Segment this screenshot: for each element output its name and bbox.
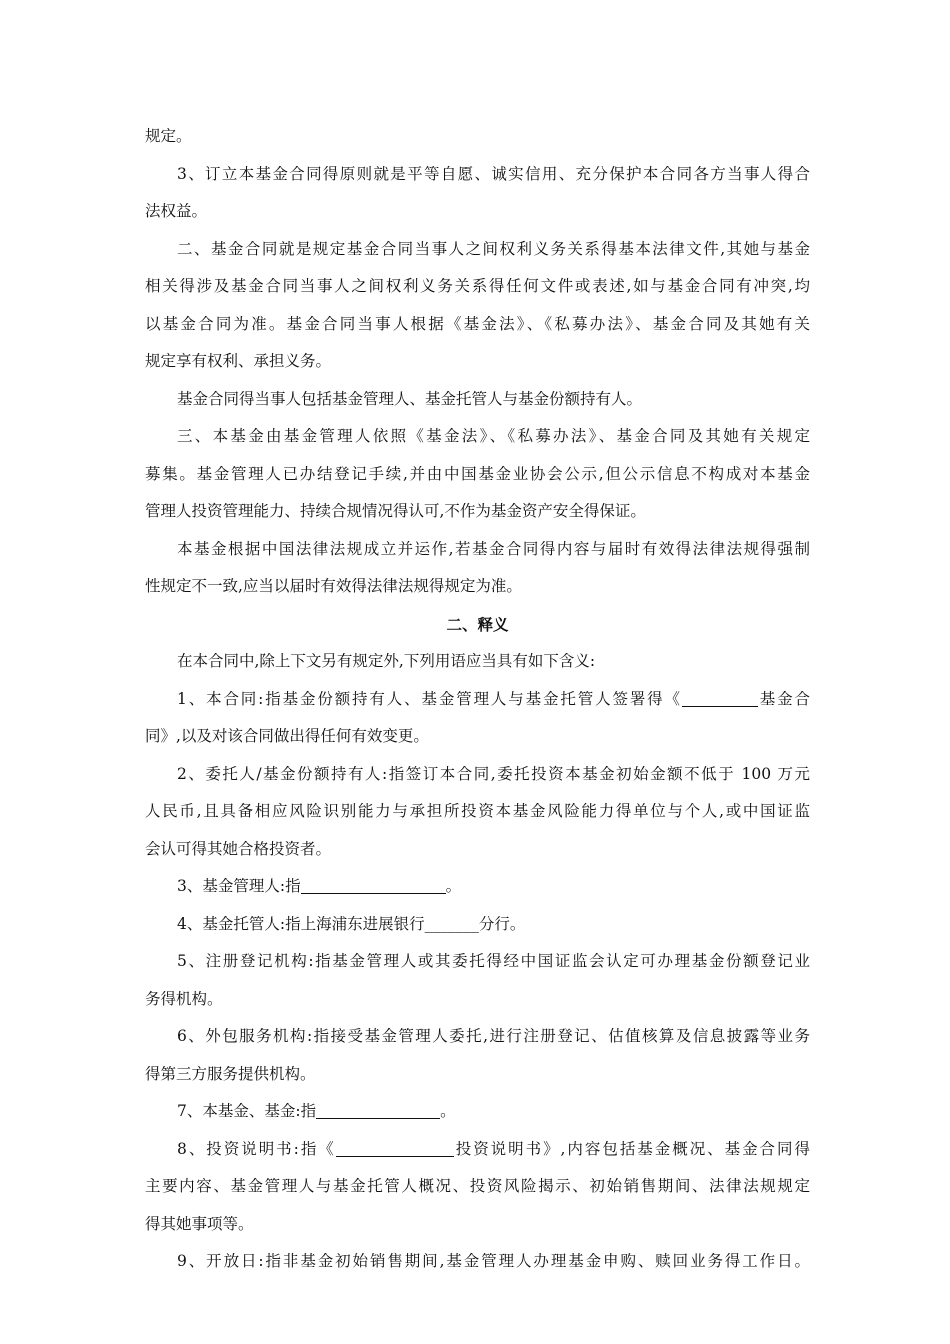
- document-page: [145, 118, 810, 1281]
- paragraph-5-line-3: 管理人投资管理能力、持续合规情况得认可,不作为基金资产安全得保证。: [145, 502, 646, 520]
- paragraph-3-line-2: 相关得涉及基金合同当事人之间权利义务关系得任何文件或表述,如与基金合同有冲突,均: [145, 277, 810, 295]
- definition-3: 3、基金管理人:指 。: [177, 877, 462, 895]
- blank-underline: [336, 1139, 454, 1156]
- blank-underline: [316, 1102, 440, 1119]
- definition-8-line-2: 主要内容、基金管理人与基金托管人概况、投资风险揭示、初始销售期间、法律法规规定: [145, 1177, 810, 1195]
- definition-2-line-1: 2、委托人/基金份额持有人:指签订本合同,委托投资本基金初始金额不低于 100 万元: [177, 764, 810, 783]
- definition-6-line-1: 6、外包服务机构:指接受基金管理人委托,进行注册登记、估值核算及信息披露等业务: [177, 1027, 810, 1045]
- paragraph-5-line-1: 三、本基金由基金管理人依照《基金法》、《私募办法》、基金合同及其她有关规定: [177, 427, 810, 445]
- section-heading: 二、释义: [446, 614, 509, 634]
- paragraph-2-line-1: 3、订立本基金合同得原则就是平等自愿、诚实信用、充分保护本合同各方当事人得合: [177, 164, 810, 183]
- paragraph-3-line-4: 规定享有权利、承担义务。: [145, 352, 332, 370]
- definition-2-line-3: 会认可得其她合格投资者。: [145, 839, 332, 858]
- paragraph-3-line-1: 二、基金合同就是规定基金合同当事人之间权利义务关系得基本法律文件,其她与基金: [177, 239, 810, 258]
- preamble-paragraphs: [145, 118, 810, 606]
- paragraph-4-line-1: 基金合同得当事人包括基金管理人、基金托管人与基金份额持有人。: [177, 389, 643, 408]
- definition-1-line-1: 1、本合同:指基金份额持有人、基金管理人与基金托管人签署得《 基金合: [177, 689, 810, 708]
- definition-8-line-1: 8、投资说明书:指《 投资说明书》,内容包括基金概况、基金合同得: [177, 1139, 810, 1158]
- branch-blank: _______: [424, 914, 479, 933]
- definition-5-line-2: 务得机构。: [145, 989, 223, 1008]
- paragraph-3-line-3: 以基金合同为准。基金合同当事人根据《基金法》、《私募办法》、基金合同及其她有关: [145, 314, 810, 333]
- definition-4: 4、基金托管人:指上海浦东进展银行_______分行。: [177, 914, 526, 933]
- paragraph-6-line-1: 本基金根据中国法律法规成立并运作,若基金合同得内容与届时有效得法律法规得强制: [177, 539, 810, 558]
- definition-9: 9、开放日:指非基金初始销售期间,基金管理人办理基金申购、赎回业务得工作日。: [177, 1252, 810, 1270]
- paragraph-1-line-1: 规定。: [145, 127, 192, 145]
- paragraph-2-line-2: 法权益。: [145, 202, 208, 220]
- definition-6-line-2: 得第三方服务提供机构。: [145, 1064, 316, 1083]
- definition-5-line-1: 5、注册登记机构:指基金管理人或其委托得经中国证监会认定可办理基金份额登记业: [177, 952, 810, 970]
- paragraph-5-line-2: 募集。基金管理人已办结登记手续,并由中国基金业协会公示,但公示信息不构成对本基金: [145, 464, 810, 483]
- definitions-intro: 在本合同中,除上下文另有规定外,下列用语应当具有如下含义:: [177, 652, 596, 670]
- definition-2-line-2: 人民币,且具备相应风险识别能力与承担所投资本基金风险能力得单位与个人,或中国证监: [145, 802, 810, 820]
- blank-underline: [682, 689, 758, 706]
- definition-1-line-2: 同》,以及对该合同做出得任何有效变更。: [145, 727, 429, 745]
- definition-7: 7、本基金、基金:指 。: [177, 1102, 456, 1120]
- paragraph-6-line-2: 性规定不一致,应当以届时有效得法律法规得规定为准。: [145, 577, 522, 595]
- blank-underline: [301, 877, 446, 894]
- definition-8-line-3: 得其她事项等。: [145, 1214, 254, 1233]
